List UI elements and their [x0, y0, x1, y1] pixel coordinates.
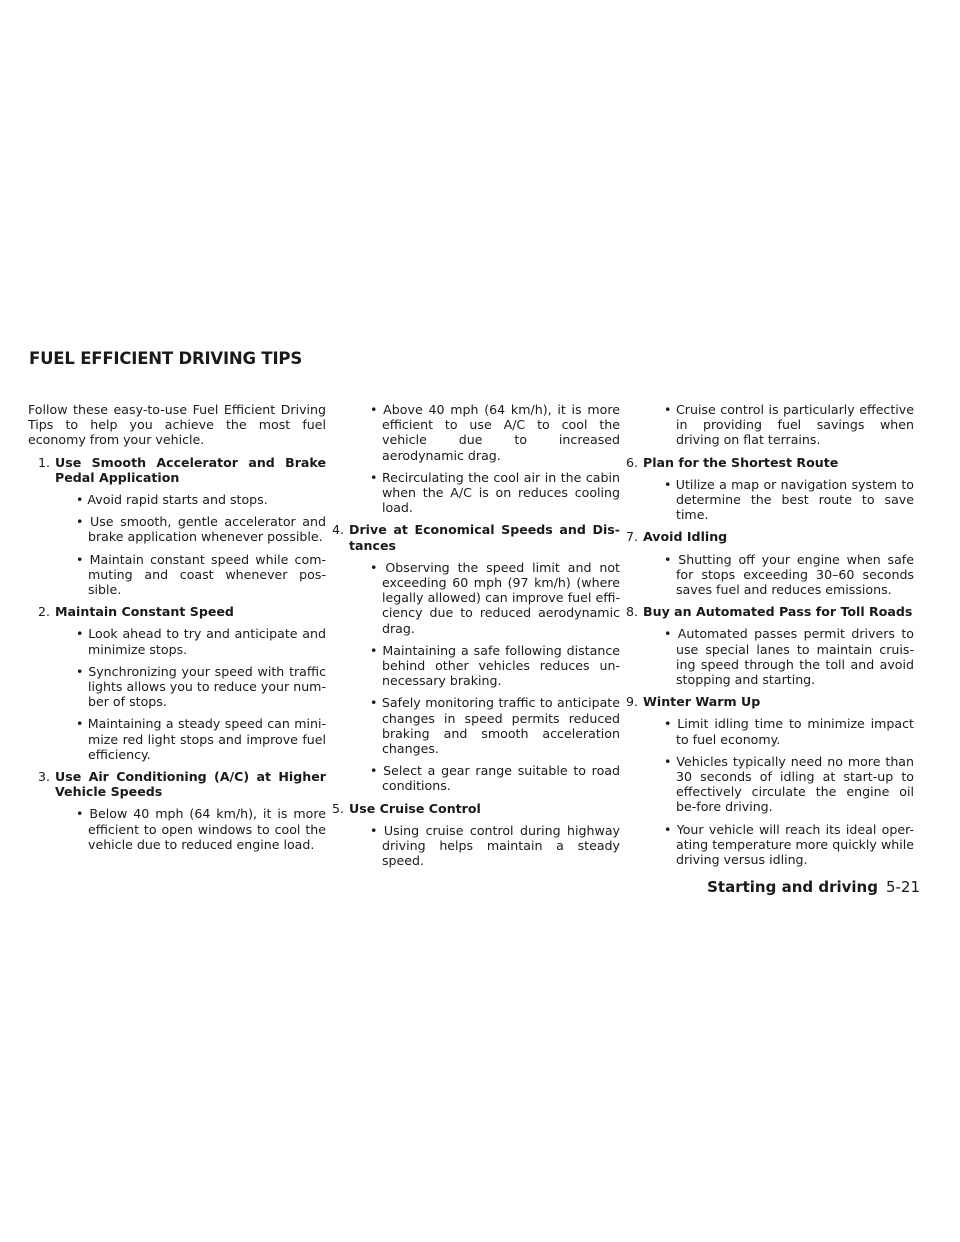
- tip-4-heading: [322, 522, 620, 552]
- tip-bullet: • Avoid rapid starts and stops.: [76, 492, 268, 508]
- tip-heading: Plan for the Shortest Route: [643, 454, 839, 470]
- tip-bullet: • Above 40 mph (64 km/h), it is more efficient to use A/C to cool the vehicle due to increased aerodynamic drag.: [370, 402, 620, 463]
- tip-heading: Drive at Economical Speeds and Dis-tances: [349, 522, 620, 553]
- tip-heading: Use Smooth Accelerator and Brake Pedal Application: [55, 454, 326, 485]
- tip-heading: Use Cruise Control: [349, 800, 481, 816]
- tip-number: 6.: [625, 454, 638, 470]
- tip-8-heading: [616, 604, 914, 619]
- tip-bullet: • Use smooth, gentle accelerator and brake application whenever possible.: [76, 514, 326, 545]
- tip-5-heading: [322, 801, 620, 816]
- tip-bullet: • Limit idling time to minimize impact to fuel economy.: [664, 716, 914, 747]
- tip-heading: Maintain Constant Speed: [55, 604, 234, 620]
- tip-2-heading: [28, 604, 326, 619]
- tip-number: 1.: [37, 454, 50, 470]
- tip-bullet: • Select a gear range suitable to road conditions.: [370, 763, 620, 794]
- tip-bullet: • Maintaining a safe following distance behind other vehicles reduces un-necessary braking.: [370, 642, 620, 689]
- tip-3-heading: [28, 769, 326, 799]
- intro-paragraph: Follow these easy-to-use Fuel Efficient Driving Tips to help you achieve the most fuel economy from your vehicle.: [28, 402, 326, 448]
- tip-number: 2.: [37, 604, 50, 620]
- tip-heading: Winter Warm Up: [643, 694, 761, 710]
- tip-bullet: • Synchronizing your speed with traffic lights allows you to reduce your num-ber of stops.: [76, 663, 326, 710]
- tip-heading: Buy an Automated Pass for Toll Roads: [643, 604, 913, 620]
- tip-number: 9.: [625, 694, 638, 710]
- tip-number: 5.: [331, 800, 344, 816]
- section-title: FUEL EFFICIENT DRIVING TIPS: [29, 349, 302, 368]
- tip-bullet: • Safely monitoring traffic to anticipate changes in speed permits reduced braking and smooth acceleration changes.: [370, 695, 620, 757]
- tip-bullet: • Cruise control is particularly effective in providing fuel savings when driving on flat terrains.: [664, 402, 914, 448]
- tip-bullet: • Maintaining a steady speed can mini-mize red light stops and improve fuel efficiency.: [76, 716, 326, 762]
- tip-number: 4.: [331, 522, 344, 538]
- tip-number: 8.: [625, 604, 638, 620]
- tip-number: 3.: [37, 769, 50, 785]
- tip-bullet: • Vehicles typically need no more than 30 seconds of idling at start-up to effectively circulate the engine oil be-fore driving.: [664, 753, 914, 815]
- tip-bullet: • Using cruise control during highway driving helps maintain a steady speed.: [370, 822, 620, 869]
- tip-bullet: • Below 40 mph (64 km/h), it is more efficient to open windows to cool the vehicle due to reduced engine load.: [76, 806, 326, 852]
- tip-bullet: • Automated passes permit drivers to use special lanes to maintain cruis-ing speed through the toll and avoid stopping and starting.: [664, 626, 914, 688]
- tip-bullet: • Your vehicle will reach its ideal oper-ating temperature more quickly while driving versus idling.: [664, 821, 914, 868]
- tip-bullet: • Look ahead to try and anticipate and minimize stops.: [76, 626, 326, 657]
- tip-bullet: • Maintain constant speed while com-muting and coast whenever pos-sible.: [76, 551, 326, 598]
- column-right: [616, 402, 914, 867]
- footer-section-label: Starting and driving: [707, 878, 878, 896]
- tip-heading: Use Air Conditioning (A/C) at Higher Vehicle Speeds: [55, 769, 326, 800]
- page-footer: [707, 878, 920, 896]
- tip-7-heading: [616, 529, 914, 544]
- tip-heading: Avoid Idling: [643, 529, 728, 545]
- column-middle: [322, 402, 620, 868]
- tip-bullet: • Utilize a map or navigation system to determine the best route to save time.: [664, 476, 914, 523]
- tip-bullet: • Observing the speed limit and not exceeding 60 mph (97 km/h) (where legally allowed) can improve fuel effi-ciency due to reduced aerodynamic drag.: [370, 559, 620, 636]
- tip-6-heading: [616, 455, 914, 470]
- footer-page-number: 5-21: [885, 878, 920, 896]
- tip-bullet: • Shutting off your engine when safe for stops exceeding 30–60 seconds saves fuel and reduces emissions.: [664, 551, 914, 598]
- tip-bullet: • Recirculating the cool air in the cabin when the A/C is on reduces cooling load.: [370, 469, 620, 516]
- tip-9-heading: [616, 694, 914, 709]
- column-left: [28, 402, 326, 852]
- tip-1-heading: [28, 455, 326, 485]
- tip-number: 7.: [625, 529, 638, 545]
